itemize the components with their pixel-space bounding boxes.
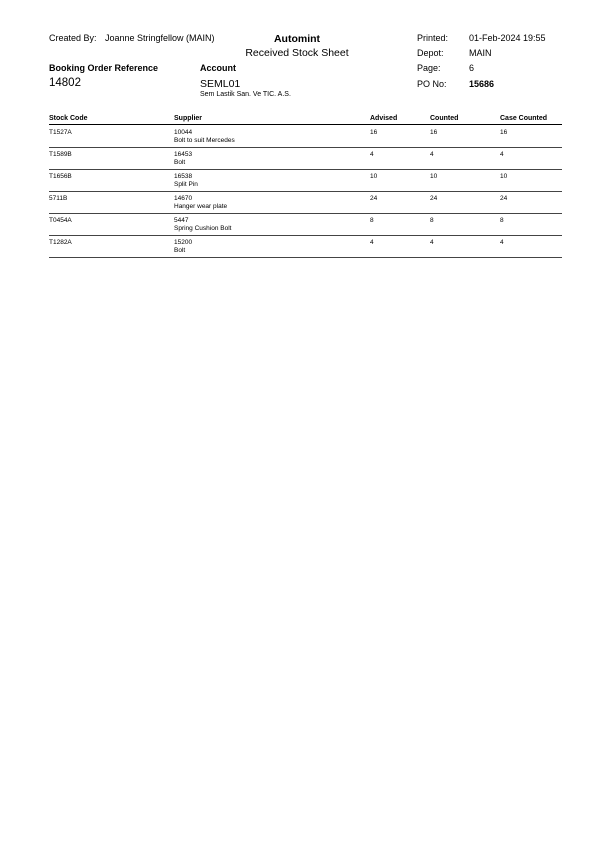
table-row [0, 126, 595, 146]
cell-stock-code: 5711B [49, 195, 68, 202]
cell-supplier-code: 16453 [174, 151, 193, 158]
depot-value: MAIN [469, 48, 492, 58]
cell-counted: 16 [430, 129, 438, 136]
cell-description: Hanger wear plate [174, 203, 228, 210]
table-row [0, 192, 595, 212]
table-row [0, 214, 595, 234]
column-header-advised: Advised [370, 115, 398, 122]
cell-counted: 24 [430, 195, 438, 202]
depot-label: Depot: [417, 48, 444, 58]
cell-case-counted: 10 [500, 173, 508, 180]
cell-description: Bolt [174, 159, 186, 166]
table-row [0, 236, 595, 256]
created-by-label: Created By: [49, 33, 97, 43]
booking-ref-label: Booking Order Reference [49, 63, 159, 73]
cell-case-counted: 16 [500, 129, 508, 136]
printed-value: 01-Feb-2024 19:55 [469, 33, 546, 43]
cell-stock-code: T1527A [49, 129, 72, 136]
cell-counted: 10 [430, 173, 438, 180]
company-name: Automint [273, 33, 321, 45]
cell-stock-code: T1282A [49, 239, 72, 246]
sheet-title: Received Stock Sheet [245, 47, 349, 59]
cell-stock-code: T1589B [49, 151, 72, 158]
cell-supplier-code: 16538 [174, 173, 193, 180]
account-name: Sem Lastik San. Ve TIC. A.S. [200, 91, 291, 98]
booking-ref-value: 14802 [49, 77, 81, 89]
cell-description: Bolt [174, 247, 186, 254]
cell-supplier-code: 5447 [174, 217, 189, 224]
column-header-case-counted: Case Counted [500, 115, 548, 122]
cell-advised: 4 [370, 239, 374, 246]
cell-advised: 10 [370, 173, 378, 180]
cell-advised: 8 [370, 217, 374, 224]
cell-case-counted: 8 [500, 217, 504, 224]
column-header-stock-code: Stock Code [49, 115, 88, 122]
cell-counted: 4 [430, 239, 434, 246]
cell-description: Spring Cushion Bolt [174, 225, 232, 232]
account-code: SEML01 [200, 78, 241, 90]
po-value: 15686 [469, 79, 495, 89]
printed-label: Printed: [417, 33, 449, 43]
cell-supplier-code: 14670 [174, 195, 193, 202]
cell-stock-code: T0454A [49, 217, 72, 224]
cell-case-counted: 4 [500, 151, 504, 158]
po-label: PO No: [417, 79, 447, 89]
created-by-value: Joanne Stringfellow (MAIN) [105, 33, 215, 43]
page-value: 6 [469, 63, 475, 73]
page-label: Page: [417, 63, 441, 73]
table-row [0, 148, 595, 168]
cell-description: Split Pin [174, 181, 198, 188]
cell-counted: 4 [430, 151, 434, 158]
cell-supplier-code: 15200 [174, 239, 193, 246]
cell-advised: 24 [370, 195, 378, 202]
cell-description: Bolt to suit Mercedes [174, 137, 235, 144]
column-header-counted: Counted [430, 115, 459, 122]
cell-stock-code: T1656B [49, 173, 72, 180]
row-divider [49, 257, 562, 258]
cell-advised: 4 [370, 151, 374, 158]
cell-advised: 16 [370, 129, 378, 136]
column-header-supplier: Supplier [174, 115, 203, 122]
table-row [0, 170, 595, 190]
cell-case-counted: 24 [500, 195, 508, 202]
cell-case-counted: 4 [500, 239, 504, 246]
account-label: Account [200, 63, 236, 73]
cell-supplier-code: 10044 [174, 129, 193, 136]
cell-counted: 8 [430, 217, 434, 224]
header-divider [49, 124, 562, 125]
